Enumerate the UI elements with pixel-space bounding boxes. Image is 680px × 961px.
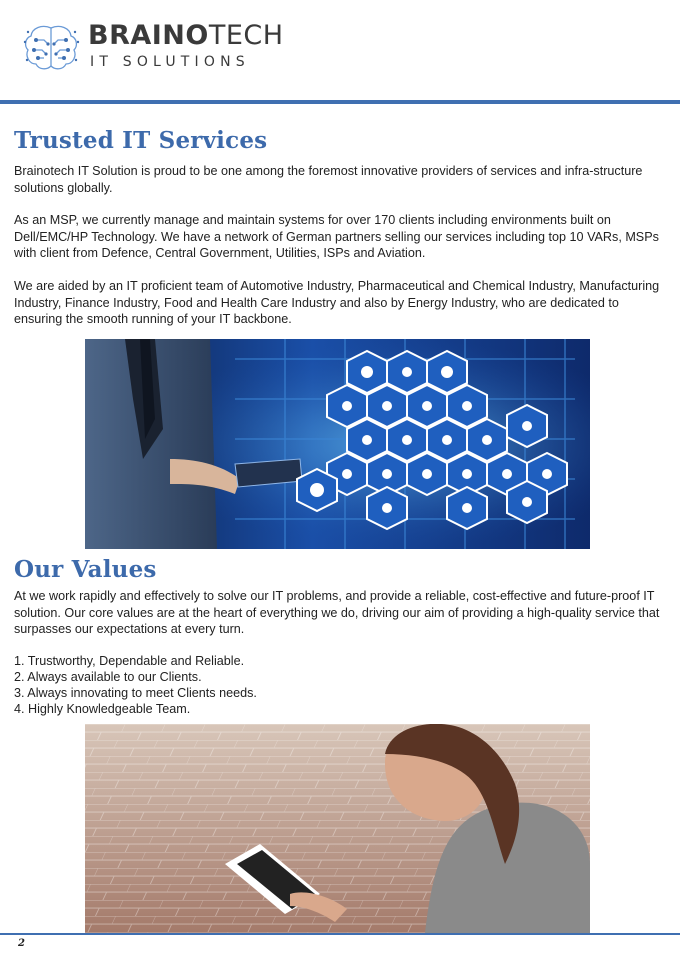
paragraph-msp: As an MSP, we currently manage and maintain systems for over 170 clients including environments built on Dell/EMC/HP Technology. We have a network of German partners selling our services including top 10 VARs, MSPs with client from Defence, Central Government, Utilities, ISPs and Aviation.: [14, 213, 659, 260]
brand-name: [88, 20, 284, 52]
section-title-trusted-services: Trusted IT Services: [14, 127, 268, 154]
page-number: 2: [18, 938, 25, 949]
footer-divider: [0, 933, 680, 935]
header-divider: [0, 100, 680, 104]
list-item: 1. Trustworthy, Dependable and Reliable.: [14, 654, 245, 668]
section-title-our-values: Our Values: [14, 556, 157, 583]
brand-name-light: TECH: [208, 20, 284, 51]
technology-hexagon-photo: [85, 339, 590, 549]
page-header: [0, 0, 680, 100]
paragraph-intro: Brainotech IT Solution is proud to be one among the foremost innovative providers of services and infra-structure solutions globally.: [14, 164, 643, 195]
brain-circuit-icon: [22, 22, 80, 74]
list-item: 2. Always available to our Clients.: [14, 670, 202, 684]
list-item: 3. Always innovating to meet Clients needs.: [14, 686, 257, 700]
woman-tablet-photo: [85, 724, 590, 933]
paragraph-team: We are aided by an IT proficient team of Automotive Industry, Pharmaceutical and Chemical Industry, Manufacturing Industry, Finance Industry, Food and Health Care Industry and also by Energy Industry, who are dedicated to ensuring the smooth running of your IT backbone.: [14, 279, 660, 326]
paragraph-values-intro: At we work rapidly and effectively to solve our IT problems, and provide a reliable, cost-effective and future-proof IT solution. Our core values are at the heart of everything we do, driving our aim of providing a high-quality service that surpasses our expectations at every turn.: [14, 589, 660, 636]
brand-tagline: IT SOLUTIONS: [90, 54, 250, 70]
brand-name-bold: BRAINO: [88, 20, 209, 51]
list-item: 4. Highly Knowledgeable Team.: [14, 702, 191, 716]
